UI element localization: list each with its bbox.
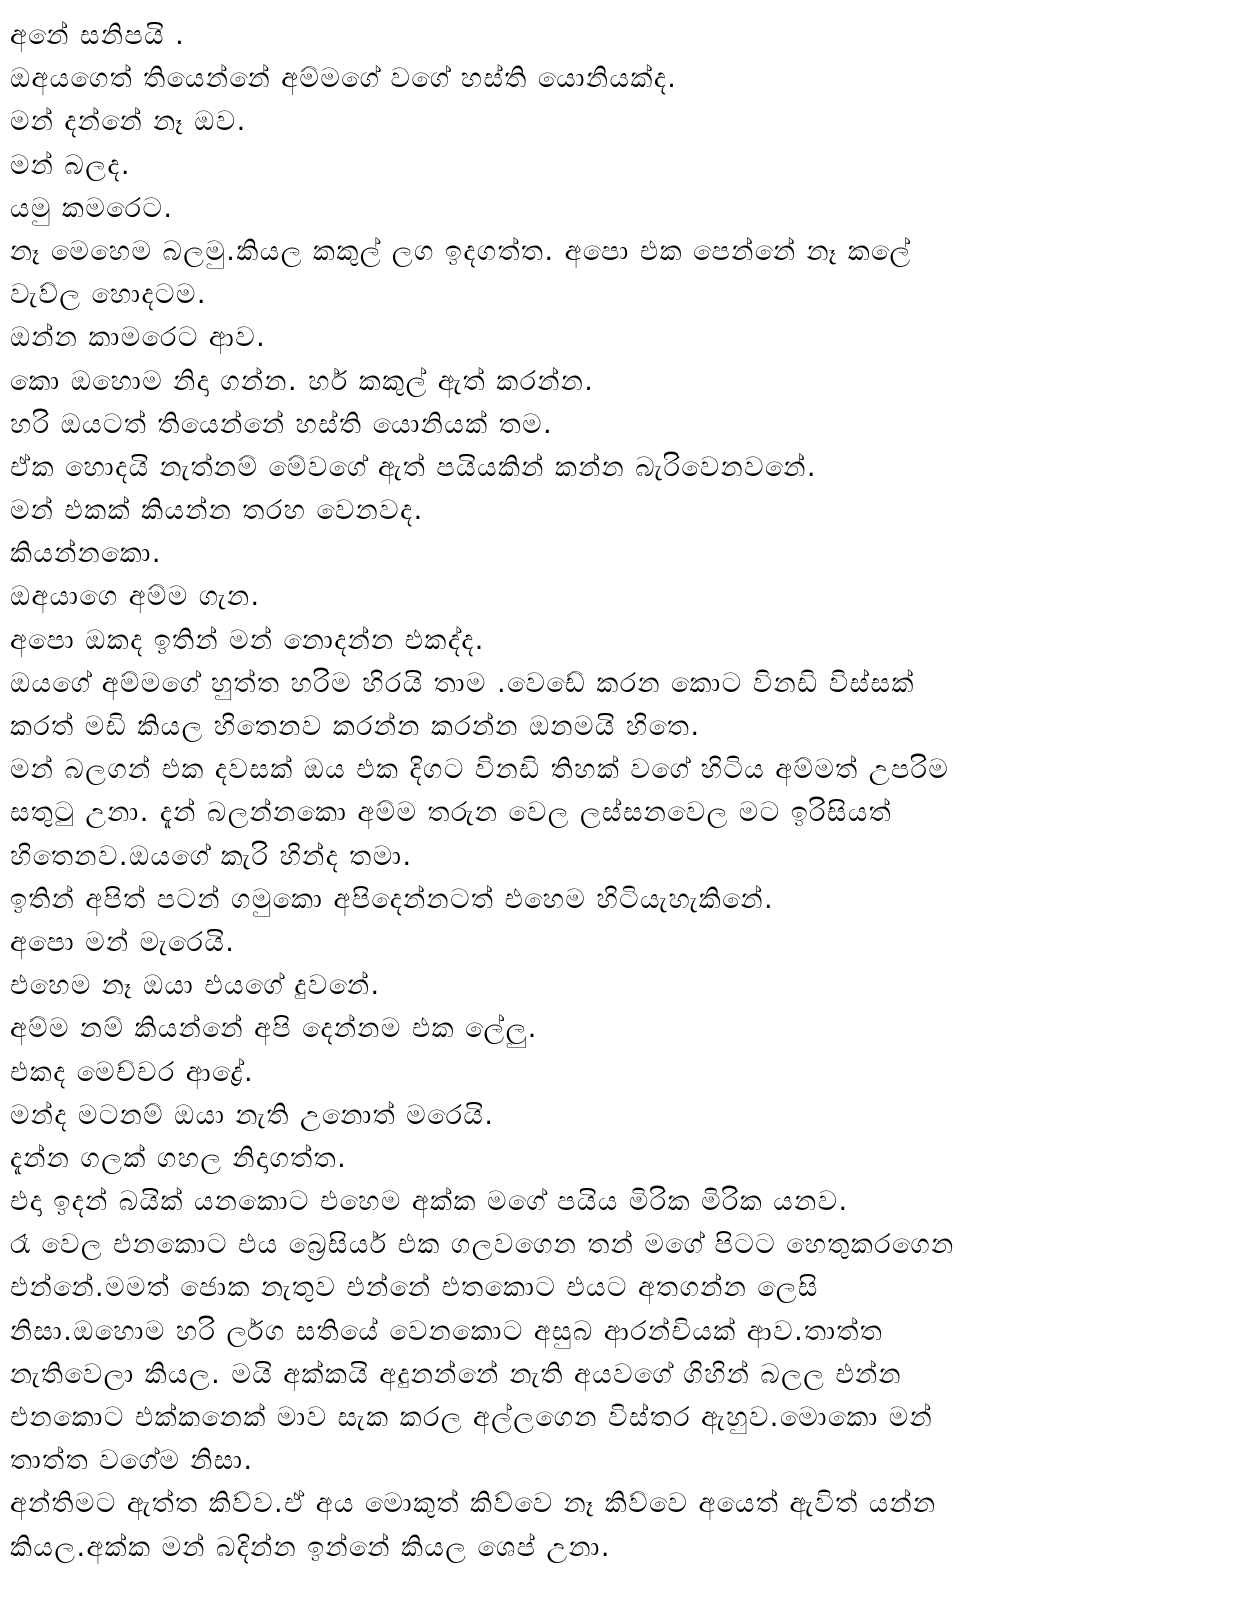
text-line: වැව්ල හොදටම. — [10, 279, 207, 311]
text-line: ඔයගේ අම්මගේ හුත්ත හරිම හිරයි තාම .වෙඩේ කරන කොට විනඩි විස්සක් — [10, 667, 915, 699]
text-line: නැතිවෙලා කියල. මයි අක්කයි අදුනන්නේ නැති අයවගේ ගිහින් බලල එන්න — [10, 1358, 903, 1390]
text-line: මන්ද මටනම් ඔයා නැති උනොත් මරෙයි. — [10, 1099, 495, 1131]
text-line: තාත්ත වගේම නිසා. — [10, 1445, 254, 1477]
text-line: නෑ මෙහෙම බලමු.කියල කකුල් ලග ඉදගත්ත. අපො එක පෙන්නේ නෑ කලේ — [10, 235, 912, 267]
text-line: කියල.අක්ක මන් බදින්න ඉන්නේ කියල ශෙප් උනා. — [10, 1531, 612, 1563]
text-line: අම්ම නම් කියන්නේ අපි දෙන්නම එක ලේලු. — [10, 1013, 538, 1045]
text-line: කියන්නකො. — [10, 538, 162, 570]
text-line: ඒක හොදයි නැත්නම් මේවගේ ඇත් පයියකින් කන්න බැරිවෙනවනේ. — [10, 451, 817, 483]
text-line: ඔන්න කාමරෙට ආව. — [10, 322, 267, 354]
text-line: කරත් මඩි කියල හිතෙනව කරන්න කරන්න ඔනමයි හිතෙ. — [10, 711, 701, 742]
text-line: නිසා.ඔහොම හරි ර්ලග සතියේ වෙනකොට අසුබ ආරන්චියක් ආව.තාත්ත — [10, 1315, 884, 1347]
text-line: මන් දන්නේ නෑ ඔව. — [10, 106, 247, 138]
text-line: අනේ සනිපයි . — [10, 20, 186, 51]
text-line: එකද මෙච්චර ආද්‍රේ. — [10, 1056, 255, 1088]
text-line: රෑ වෙල එනකොට එය බ්‍රෙසියර් එක ගලවගෙන තන් මගේ පිටට හෙතුකරගෙන — [10, 1229, 955, 1261]
text-line: හරි ඔයටත් තියෙන්නේ හස්ති යොනියක් තම. — [10, 408, 554, 440]
text-line: මන් බලගන් එක දවසක් ඔය එක දිගට විනඩි තිහක් වගේ හිටිය අම්මත් උපරිම — [10, 754, 950, 786]
text-line: හිතෙනව.ඔයගේ කැරි හින්ද තමා. — [10, 840, 413, 872]
text-line: මන් බලද. — [10, 149, 131, 181]
text-line: කො ඔහොම නිදා ගන්න. හර් කකුල් ඇත් කරන්න. — [10, 365, 595, 397]
text-line: අපො ඔකද ඉතින් මන් නොදන්න එකද්ද. — [10, 624, 485, 656]
text-line: ඉතින් අපිත් පටන් ගමුකො අපිදෙන්නටත් එහෙම හිටියැහැකිනේ. — [10, 883, 775, 915]
text-line: ඔඅයාගෙ අම්ම ගැන. — [10, 581, 261, 613]
text-line: එදා ඉදන් බයික් යනකොට එහෙම අක්ක මගේ පයිය මිරික මිරික යනව. — [10, 1186, 849, 1218]
text-line: එනකොට එක්කනෙක් මාව සැක කරල අල්ලගෙන විස්තර ඇහුව.මොකො මන් — [10, 1402, 934, 1433]
text-line: සතුටු උනා. දැන් බලන්නකො අම්ම තරුන වෙල ලස්සනවෙල මට ඉරිසියත් — [10, 797, 893, 829]
story-text — [10, 14, 1226, 1569]
text-line: එහෙම නෑ ඔයා එයගේ දුවනේ. — [10, 970, 381, 1002]
text-line: එන්නේ.මමත් ජොක නැතුව එන්නේ එතකොට එයට අතගන්න ලෙසි — [10, 1272, 819, 1304]
text-line: අපො මන් මැරෙයි. — [10, 926, 236, 958]
text-line: යමු කමරෙට. — [10, 192, 174, 224]
text-line: මන් එකක් කියන්න තරහ වෙනවද. — [10, 495, 424, 527]
text-line: දැන්න ගලක් ගහල නිදාගත්ත. — [10, 1142, 348, 1174]
text-line: ඔඅයගෙත් තියෙන්නේ අම්මගේ වගේ හස්ති යොනියක්ද. — [10, 63, 678, 95]
text-line: අන්තිමට ඇත්ත කිව්ව.ඒ අය මොකුත් කිව්වෙ නෑ කිව්වෙ අයෙත් ඇවිත් යන්න — [10, 1488, 937, 1520]
